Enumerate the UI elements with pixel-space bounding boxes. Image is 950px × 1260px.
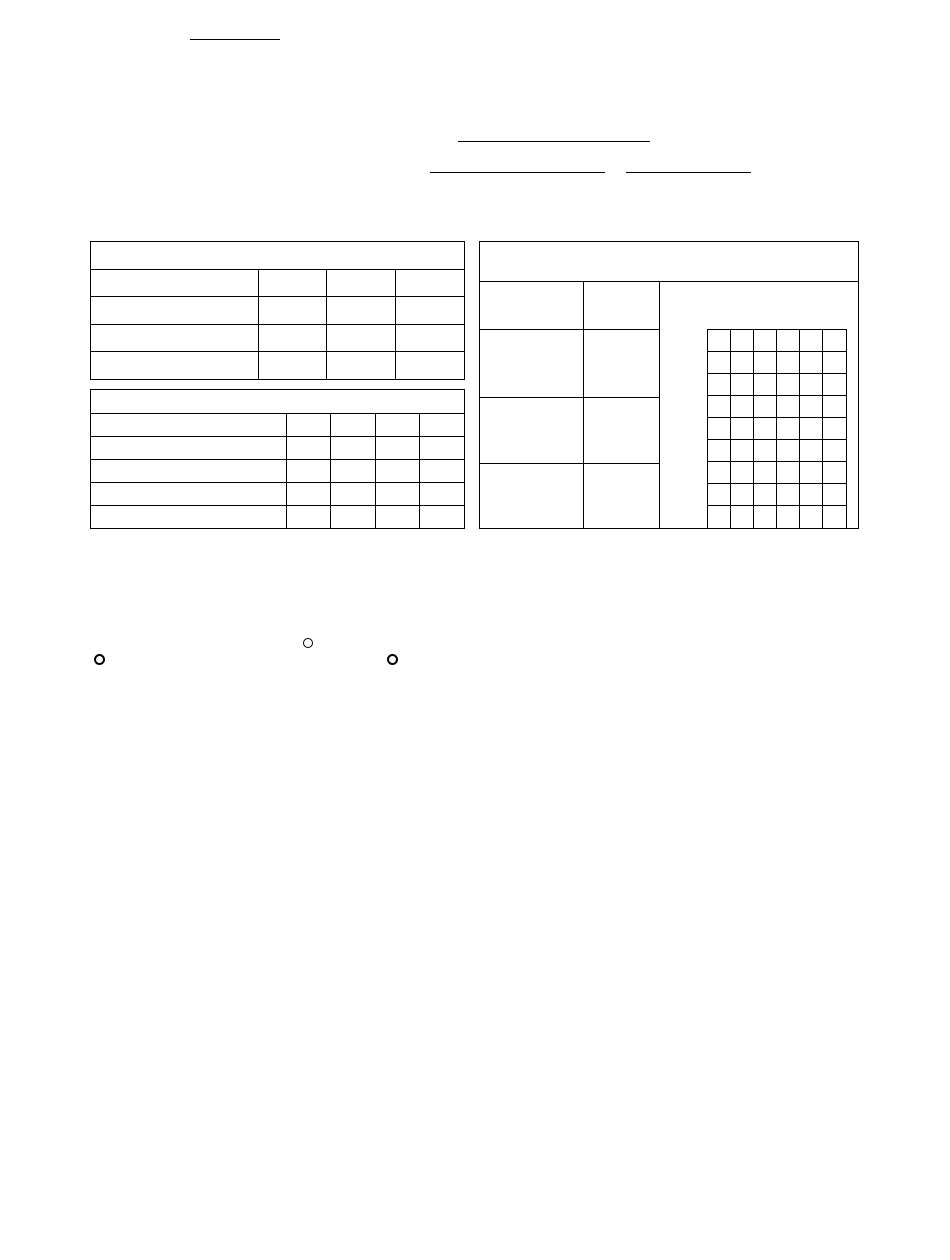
table-header-divider — [480, 281, 858, 282]
blank-line-left[interactable] — [430, 172, 605, 173]
blank-line-middle[interactable] — [458, 141, 650, 142]
grid-cell[interactable] — [753, 439, 777, 462]
grid-cell[interactable] — [707, 483, 731, 506]
blank-line-top[interactable] — [190, 39, 280, 40]
grid-cell[interactable] — [707, 439, 731, 462]
grid-cell[interactable] — [822, 439, 847, 462]
grid-cell[interactable] — [707, 329, 731, 352]
table-row-divider — [480, 329, 660, 330]
grid-cell[interactable] — [822, 395, 847, 418]
grid-cell[interactable] — [799, 395, 823, 418]
grid-cell[interactable] — [822, 351, 847, 374]
grid-cell[interactable] — [730, 417, 754, 440]
table-row-divider — [91, 505, 464, 506]
grid-cell[interactable] — [753, 395, 777, 418]
grid-cell[interactable] — [753, 329, 777, 352]
table-col-divider — [395, 269, 396, 379]
grid-cell[interactable] — [753, 417, 777, 440]
answer-grid — [707, 329, 847, 529]
table-col-divider — [258, 269, 259, 379]
grid-cell[interactable] — [707, 417, 731, 440]
table-col-divider — [419, 413, 420, 528]
grid-cell[interactable] — [799, 461, 823, 484]
grid-row — [707, 483, 847, 506]
grid-cell[interactable] — [822, 505, 847, 529]
grid-cell[interactable] — [730, 373, 754, 396]
table-row-divider — [91, 269, 464, 270]
table-row-divider — [91, 296, 464, 297]
grid-cell[interactable] — [730, 329, 754, 352]
grid-cell[interactable] — [707, 351, 731, 374]
grid-cell[interactable] — [799, 329, 823, 352]
grid-cell[interactable] — [799, 373, 823, 396]
grid-cell[interactable] — [776, 439, 800, 462]
grid-cell[interactable] — [799, 351, 823, 374]
grid-cell[interactable] — [822, 373, 847, 396]
grid-row — [707, 417, 847, 440]
grid-cell[interactable] — [822, 483, 847, 506]
grid-cell[interactable] — [776, 505, 800, 529]
grid-cell[interactable] — [776, 417, 800, 440]
grid-row — [707, 395, 847, 418]
grid-cell[interactable] — [822, 461, 847, 484]
grid-cell[interactable] — [799, 417, 823, 440]
grid-cell[interactable] — [753, 505, 777, 529]
grid-cell[interactable] — [730, 439, 754, 462]
blank-line-right[interactable] — [626, 172, 751, 173]
grid-row — [707, 351, 847, 374]
grid-cell[interactable] — [799, 505, 823, 529]
grid-row — [707, 461, 847, 484]
grid-cell[interactable] — [776, 351, 800, 374]
grid-cell[interactable] — [753, 461, 777, 484]
grid-cell[interactable] — [730, 461, 754, 484]
grid-cell[interactable] — [753, 351, 777, 374]
table-row-divider — [91, 459, 464, 460]
grid-cell[interactable] — [822, 417, 847, 440]
grid-cell[interactable] — [730, 395, 754, 418]
grid-cell[interactable] — [776, 483, 800, 506]
grid-cell[interactable] — [776, 395, 800, 418]
grid-cell[interactable] — [799, 483, 823, 506]
grid-row — [707, 439, 847, 462]
table-col-divider — [583, 281, 584, 528]
grid-row — [707, 373, 847, 396]
grid-cell[interactable] — [776, 373, 800, 396]
grid-cell[interactable] — [730, 505, 754, 529]
radio-circle[interactable] — [94, 654, 105, 665]
grid-cell[interactable] — [707, 461, 731, 484]
grid-cell[interactable] — [753, 373, 777, 396]
grid-cell[interactable] — [730, 483, 754, 506]
grid-row — [707, 505, 847, 529]
grid-cell[interactable] — [707, 505, 731, 529]
grid-cell[interactable] — [799, 439, 823, 462]
grid-cell[interactable] — [776, 329, 800, 352]
table-col-divider — [326, 269, 327, 379]
grid-cell[interactable] — [822, 329, 847, 352]
left-top-table — [90, 241, 465, 380]
table-row-divider — [91, 351, 464, 352]
table-row-divider — [91, 413, 464, 414]
grid-cell[interactable] — [707, 395, 731, 418]
grid-cell[interactable] — [707, 373, 731, 396]
grid-cell[interactable] — [753, 483, 777, 506]
table-row-divider — [480, 397, 660, 398]
grid-cell[interactable] — [730, 351, 754, 374]
table-col-divider — [375, 413, 376, 528]
table-col-divider — [330, 413, 331, 528]
table-col-divider — [659, 281, 660, 528]
table-row-divider — [91, 324, 464, 325]
radio-circle[interactable] — [303, 638, 313, 648]
table-row-divider — [91, 436, 464, 437]
grid-row — [707, 329, 847, 352]
table-col-divider — [286, 413, 287, 528]
grid-cell[interactable] — [776, 461, 800, 484]
left-bottom-table — [90, 389, 465, 529]
radio-circle[interactable] — [387, 654, 398, 665]
table-row-divider — [480, 463, 660, 464]
table-row-divider — [91, 482, 464, 483]
